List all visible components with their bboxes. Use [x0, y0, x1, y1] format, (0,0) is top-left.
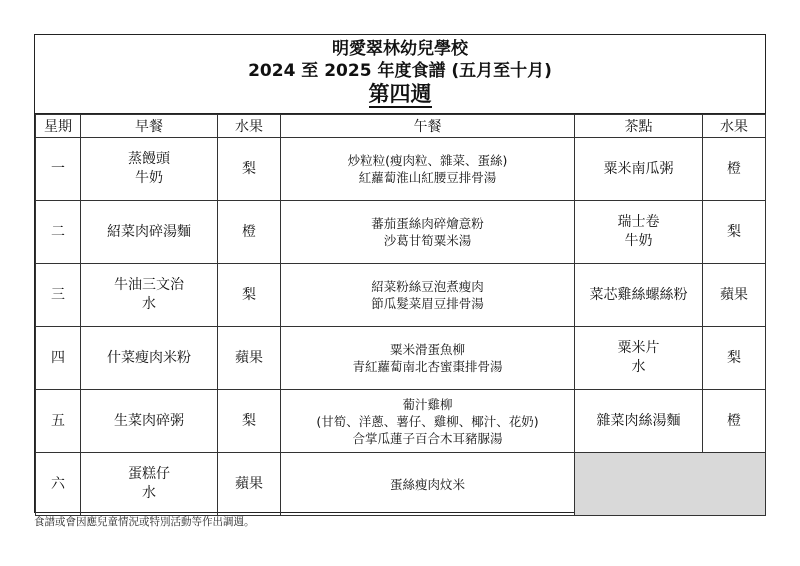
lunch-cell-line: 紅蘿蔔淮山紅腰豆排骨湯: [358, 170, 497, 185]
lunch-cell-line: 節瓜髮菜眉豆排骨湯: [371, 296, 484, 311]
col-header-fruit: 水果: [218, 115, 281, 138]
tea-cell-line: 菜芯雞絲螺絲粉: [589, 286, 688, 303]
day-cell: 一: [36, 138, 81, 201]
table-row: [36, 138, 766, 201]
lunch-cell-line: 青紅蘿蔔南北杏蜜棗排骨湯: [352, 359, 503, 374]
tea-cell: [575, 264, 703, 327]
breakfast-cell: [81, 327, 218, 390]
breakfast-cell-line: 什菜瘦肉米粉: [107, 349, 191, 366]
lunch-cell-line: 粟米滑蛋魚柳: [389, 342, 465, 357]
footnote: 食譜或會因應兒童情況或特別活動等作出調週。: [34, 516, 255, 528]
tea-cell-line: 水: [631, 359, 646, 375]
lunch-cell-line: 沙葛甘筍粟米湯: [383, 233, 472, 248]
lunch-cell: [281, 201, 575, 264]
lunch-cell-line: 葡汁雞柳: [402, 396, 453, 412]
col-header-lunch: 午餐: [281, 115, 575, 138]
day-cell: 四: [36, 327, 81, 390]
breakfast-cell-line: 水: [142, 296, 156, 312]
day-cell: 五: [36, 390, 81, 453]
fruit-cell: 橙: [218, 201, 281, 264]
fruit-cell: 梨: [218, 138, 281, 201]
menu-sheet: [34, 34, 766, 513]
breakfast-cell-line: 紹菜肉碎湯麵: [107, 223, 191, 240]
table-row: [36, 201, 766, 264]
breakfast-cell-line: 牛油三文治: [114, 277, 184, 293]
tea-cell: [575, 138, 703, 201]
col-header-fruit-2: 水果: [703, 115, 766, 138]
tea-cell-line: 瑞士卷: [617, 214, 660, 230]
fruit-2-cell: 橙: [703, 138, 766, 201]
menu-period: 2024 至 2025 年度食譜 (五月至十月): [248, 61, 552, 81]
fruit-cell: 梨: [218, 264, 281, 327]
lunch-cell-line: 紹菜粉絲豆泡煮瘦肉: [371, 279, 484, 294]
empty-cell: [575, 453, 766, 516]
breakfast-cell: [81, 453, 218, 516]
lunch-cell-line: 炒粒粒(瘦肉粒、雜菜、蛋絲): [347, 153, 508, 168]
col-header-day: 星期: [36, 115, 81, 138]
breakfast-cell: [81, 138, 218, 201]
tea-cell-line: 粟米片: [617, 340, 660, 356]
lunch-cell-line: 蛋絲瘦肉炆米: [389, 476, 465, 492]
col-header-breakfast: 早餐: [81, 115, 218, 138]
breakfast-cell-line: 牛奶: [135, 170, 163, 186]
fruit-cell: 梨: [218, 390, 281, 453]
lunch-cell: [281, 327, 575, 390]
lunch-cell-line: 蕃茄蛋絲肉碎燴意粉: [371, 216, 484, 231]
breakfast-cell: [81, 201, 218, 264]
fruit-cell: 蘋果: [218, 327, 281, 390]
lunch-cell-line: 合掌瓜蓮子百合木耳豬脲湯: [352, 430, 503, 446]
day-cell: 二: [36, 201, 81, 264]
menu-table: [35, 114, 766, 516]
tea-cell: [575, 201, 703, 264]
lunch-cell: [281, 138, 575, 201]
lunch-cell-line: (甘筍、洋蔥、薯仔、雞柳、椰汁、花奶): [316, 413, 539, 429]
breakfast-cell-line: 蒸饅頭: [128, 151, 170, 167]
tea-cell-line: 粟米南瓜粥: [603, 160, 674, 177]
tea-cell: [575, 327, 703, 390]
week-title: 第四週: [368, 82, 432, 106]
fruit-cell: 蘋果: [218, 453, 281, 516]
col-header-tea: 茶點: [575, 115, 703, 138]
menu-header: [35, 35, 765, 114]
day-cell: 六: [36, 453, 81, 516]
fruit-2-cell: 梨: [703, 327, 766, 390]
tea-cell-line: 雜菜肉絲湯麵: [596, 412, 681, 429]
table-header-row: [36, 115, 766, 138]
fruit-2-cell: 橙: [703, 390, 766, 453]
school-name: 明愛翠林幼兒學校: [332, 39, 468, 59]
breakfast-cell-line: 生菜肉碎粥: [114, 412, 184, 429]
breakfast-cell-line: 水: [142, 485, 156, 501]
day-cell: 三: [36, 264, 81, 327]
lunch-cell: [281, 453, 575, 516]
tea-cell-line: 牛奶: [624, 233, 653, 249]
lunch-cell: [281, 264, 575, 327]
table-row: [36, 264, 766, 327]
breakfast-cell: [81, 264, 218, 327]
table-row: [36, 390, 766, 453]
tea-cell: [575, 390, 703, 453]
table-row: [36, 453, 766, 516]
table-row: [36, 327, 766, 390]
fruit-2-cell: 梨: [703, 201, 766, 264]
fruit-2-cell: 蘋果: [703, 264, 766, 327]
lunch-cell: [281, 390, 575, 453]
breakfast-cell-line: 蛋糕仔: [128, 466, 170, 482]
breakfast-cell: [81, 390, 218, 453]
